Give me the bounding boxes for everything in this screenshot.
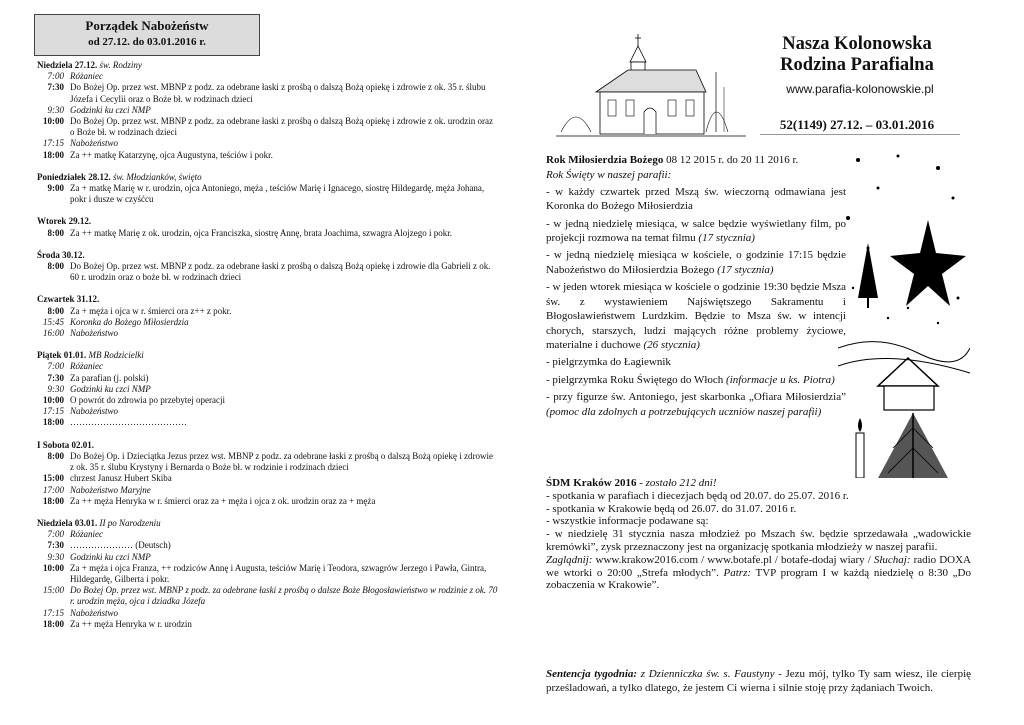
mercy-item-pilgrimage-italy: - pielgrzymka Roku Świętego do Włoch (informacje u ks. Piotra) (546, 373, 835, 386)
schedule-day (37, 518, 499, 630)
service-intention: Za + męża i ojca w r. śmierci ora z++ z pokr. (70, 305, 232, 316)
service-intention: Nabożeństwo (70, 607, 119, 618)
schedule-date-range: od 27.12. do 03.01.2016 r. (88, 36, 206, 48)
service-time: 8:00 (47, 305, 64, 316)
service-time: 15:00 (43, 473, 64, 484)
service-row (37, 71, 499, 82)
day-date: Czwartek 31.12. (37, 294, 100, 305)
service-intention: Nabożeństwo (70, 406, 119, 417)
day-heading (37, 518, 499, 529)
mercy-item-mass: - w jeden wtorek miesiąca w kościele o godzinie 19:30 będzie Msza św. z wystawieniem Najświętszego Sakramentu i Błogosławieństwem Lurdzkim. Będzie to Msza św. w intencji chorych, starszych, ludzi mających różne problemy życiowe, materialne i duchowe (26 stycznia) (546, 281, 846, 352)
service-intention: Godzinki ku czci NMP (70, 104, 151, 115)
schedule-day (37, 294, 499, 339)
mercy-year-dates: 08 12 2015 r. do 20 11 2016 r. (663, 154, 799, 166)
service-time: 10:00 (43, 116, 64, 127)
service-intention: Za parafian (j. polski) (70, 372, 149, 383)
service-row (37, 451, 499, 473)
newsletter-title (752, 34, 962, 76)
service-time: 7:00 (47, 361, 64, 372)
sentence-text: - Jezu mój, tylko Ty sam wiesz, ile cierpię prześladowań, a tylko dlatego, że jestem Ci wierna i silnie stoję przy żądaniach Twoich. (546, 668, 972, 694)
wyd-heading: ŚDM Kraków 2016 (546, 477, 637, 489)
day-heading (37, 350, 499, 361)
service-time: 18:00 (43, 618, 64, 629)
schedule-day (37, 172, 499, 206)
sentence-label: Sentencja tygodnia: (546, 668, 638, 680)
service-row (37, 361, 499, 372)
day-heading (37, 216, 499, 227)
newsletter-title-line2: Rodzina Parafialna (780, 55, 934, 75)
service-row (37, 552, 499, 563)
service-time: 17:15 (43, 138, 64, 149)
mercy-item-devotion: - w jedną niedzielę miesiąca w kościele, o godzinie 17:15 będzie Nabożeństwo do Miłosierdzia Bożego (17 stycznia) (546, 249, 846, 276)
service-row (37, 306, 499, 317)
day-date: I Sobota 02.01. (37, 439, 95, 450)
day-heading (37, 294, 499, 305)
service-row (37, 116, 499, 138)
day-heading (37, 172, 499, 183)
day-date: Niedziela 27.12. (37, 60, 98, 70)
schedule-title: Porządek Nabożeństw (85, 18, 209, 33)
service-intention: Do Bożej Op. przez wst. MBNP z podz. za odebrane łaski z prośbą o dalszą Bożą opiekę i zdrowie z ok. urodzin oraz o Boże bł. w rodzinach dzieci (70, 116, 494, 138)
service-row (37, 82, 499, 104)
service-intention: Do Bożej Op. przez wst. MBNP z podz. za odebrane łaski z prośbą o dalszą Bożą opiekę i zdrowie z ok. 35 r. ślubu Józefa i Cecylii oraz o Boże bł. w rodzinach dzieci (70, 82, 486, 104)
service-time: 7:30 (47, 372, 64, 383)
service-intention: Za + męża i ojca Franza, ++ rodziców Annę i Augusta, teściów Marię i Teodora, szwagrów Jerzego i Pawła, Gintra, Hildegardę, Gilberta i pokr. (70, 562, 487, 584)
service-time: 9:30 (47, 104, 64, 115)
day-feast: św. Rodziny (99, 60, 142, 70)
day-heading (37, 440, 499, 451)
service-intention: chrzest Janusz Hubert Skiba (70, 473, 172, 484)
service-intention: Za ++ męża Henryka w r. śmierci oraz za + męża i ojca z ok. urodzin oraz za + męża (70, 495, 376, 506)
service-time: 17:00 (43, 484, 64, 495)
service-intention: Za + matkę Marię w r. urodzin, ojca Antoniego, męża , teściów Marię i Ignacego, siostrę Hildegardę, męża Johana, pokr i dusze w czyśćcu (70, 183, 485, 205)
schedule-title-box (34, 14, 260, 56)
service-time: 18:00 (43, 417, 64, 428)
wyd-item-sale: - w niedzielę 31 stycznia nasza młodzież po Mszach św. będzie sprzedawała „wadowickie kremówki”, zysk przeznaczony jest na organizację spotkania młodzieży w naszej parafii. (546, 528, 971, 553)
mercy-item-film: - w jedną niedzielę miesiąca, w salce będzie wyświetlany film, po projekcji rozmowa na temat filmu (17 stycznia) (546, 217, 846, 245)
service-row (37, 473, 499, 484)
service-row (37, 138, 499, 149)
service-intention: Godzinki ku czci NMP (70, 383, 151, 394)
day-feast: II po Narodzeniu (99, 517, 161, 528)
schedule-day (37, 350, 499, 428)
schedule-list (37, 60, 499, 641)
service-intention: Do Bożej Op. i Dzieciątka Jezus przez wst. MBNP z podz. za odebrane łaski z prośbą o dalszą Bożą opiekę i zdrowie z ok. 35 r. ślubu Krystyny i Bernarda o Boże bł. w rodzinie i rodzinach dzieci (70, 450, 494, 473)
service-time: 18:00 (43, 495, 64, 506)
service-intention: Do Bożej Op. przez wst. MBNP z podz. za odebrane łaski z prośbą o dalsze Boże Błogosławieństwo w rodzinie z ok. 70 r. urodzin męża, ojca i dziadka Józefa (70, 585, 498, 607)
service-time: 7:00 (47, 71, 64, 82)
mercy-year-subheading: Rok Święty w naszej parafii: (546, 168, 672, 181)
service-row (37, 384, 499, 395)
schedule-day (37, 60, 499, 161)
service-intention: Różaniec (70, 529, 103, 540)
day-date: Środa 30.12. (37, 249, 85, 260)
service-row (37, 105, 499, 116)
newsletter-title-line1: Nasza Kolonowska (782, 34, 932, 54)
day-date: Niedziela 03.01. (37, 517, 98, 528)
service-intention: Za ++ matkę Marię z ok. urodzin, ojca Franciszka, siostrę Annę, brata Joachima, szwagra Alojzego i pokr. (70, 227, 453, 238)
schedule-day (37, 250, 499, 284)
service-time: 7:00 (47, 529, 64, 540)
service-row (37, 563, 499, 585)
service-row (37, 608, 499, 619)
day-date: Wtorek 29.12. (37, 216, 92, 227)
service-time: 9:30 (47, 551, 64, 562)
parish-website: www.parafia-kolonowskie.pl (786, 82, 934, 96)
service-time: 9:30 (47, 383, 64, 394)
issue-number: 52(1149) 27.12. – 03.01.2016 (779, 117, 935, 132)
day-date: Piątek 01.01. (37, 350, 87, 361)
service-intention: Nabożeństwo (70, 328, 119, 339)
wyd-media: Zaglądnij: www.krakow2016.com / www.botafe.pl / botafe-dodaj wiary / Słuchaj: radio DOXA we wtorki o 20:00 „Strefa młodych”. Patrz: TVP program I w każdą niedzielę o 8:30 „Do zobaczenia w Krakowie”. (546, 553, 971, 592)
service-row (37, 317, 499, 328)
service-row (37, 585, 499, 607)
service-row (37, 150, 499, 161)
service-row (37, 485, 499, 496)
schedule-day (37, 440, 499, 507)
day-heading (37, 250, 499, 261)
service-intention: Za ++ matkę Katarzynę, ojca Augustyna, teściów i pokr. (70, 149, 273, 160)
service-row (37, 496, 499, 507)
mercy-item-chaplet: - w każdy czwartek przed Mszą św. wieczorną odmawiana jest Koronka do Bożego Miłosierdzia (546, 185, 846, 213)
service-row (37, 529, 499, 540)
service-time: 8:00 (47, 227, 64, 238)
service-row (37, 228, 499, 239)
service-row (37, 183, 499, 205)
service-time: 18:00 (43, 149, 64, 160)
service-row (37, 373, 499, 384)
mercy-year-heading: Rok Miłosierdzia Bożego (546, 154, 664, 166)
service-intention: Do Bożej Op. przez wst. MBNP z podz. za odebrane łaski z prośbą o dalszą Bożą opiekę i zdrowie dla Gabrieli z ok. 60 r. urodzin oraz o boże bł. w rodzinach dzieci (70, 261, 491, 283)
service-intention: Różaniec (70, 71, 103, 82)
service-time: 9:00 (47, 183, 64, 194)
wyd-item-krakow: - spotkania w Krakowie będą od 26.07. do 31.07. 2016 r. (546, 502, 797, 515)
sentence-source: z Dzienniczka św. s. Faustyny (637, 668, 775, 680)
service-intention: Nabożeństwo (70, 138, 119, 149)
christmas-artwork (838, 148, 970, 478)
mercy-item-pilgrimage-lagiewniki: - pielgrzymka do Łagiewnik (546, 356, 671, 369)
day-heading (37, 60, 499, 71)
service-row (37, 395, 499, 406)
service-intention: Za ++ męża Henryka w r. urodzin (70, 618, 192, 629)
service-intention: Różaniec (70, 361, 103, 372)
service-time: 15:45 (43, 316, 64, 327)
wyd-section (546, 477, 971, 592)
service-time: 7:30 (47, 540, 64, 551)
service-intention: Koronka do Bożego Miłosierdzia (70, 316, 189, 327)
mercy-year-section (546, 153, 846, 422)
schedule-day (37, 216, 499, 238)
sentence-of-week (546, 668, 971, 695)
service-time: 10:00 (43, 395, 64, 406)
service-intention: ………………… (Deutsch) (70, 540, 171, 551)
service-time: 7:30 (47, 82, 64, 93)
service-time: 10:00 (43, 562, 64, 573)
service-row (37, 417, 499, 428)
divider (760, 134, 960, 135)
service-row (37, 406, 499, 417)
service-intention: O powrót do zdrowia po przebytej operacji (70, 395, 225, 406)
day-date: Poniedziałek 28.12. (37, 171, 111, 182)
day-feast: MB Rodzicielki (88, 350, 144, 361)
service-time: 17:15 (43, 607, 64, 618)
wyd-item-dioceses: - spotkania w parafiach i diecezjach będą od 20.07. do 25.07. 2016 r. (546, 489, 849, 502)
service-row (37, 261, 499, 283)
service-time: 15:00 (43, 585, 64, 596)
service-row (37, 619, 499, 630)
church-illustration (556, 32, 746, 138)
service-time: 8:00 (47, 261, 64, 272)
day-feast: św. Młodzianków, święto (113, 171, 202, 182)
service-time: 16:00 (43, 328, 64, 339)
service-time: 8:00 (47, 450, 64, 461)
service-time: 17:15 (43, 406, 64, 417)
service-intention: Godzinki ku czci NMP (70, 551, 151, 562)
service-row (37, 540, 499, 551)
service-intention: Nabożeństwo Maryjne (70, 484, 151, 495)
wyd-item-info: - wszystkie informacje podawane są: (546, 515, 709, 528)
mercy-item-offering: - przy figurze św. Antoniego, jest skarbonka „Ofiara Miłosierdzia” (pomoc dla zdolnych a potrzebujących uczniów naszej parafii) (546, 391, 846, 418)
service-row (37, 328, 499, 339)
service-intention: ………………………………… (70, 417, 187, 428)
wyd-countdown: - zostało 212 dni! (636, 477, 717, 489)
